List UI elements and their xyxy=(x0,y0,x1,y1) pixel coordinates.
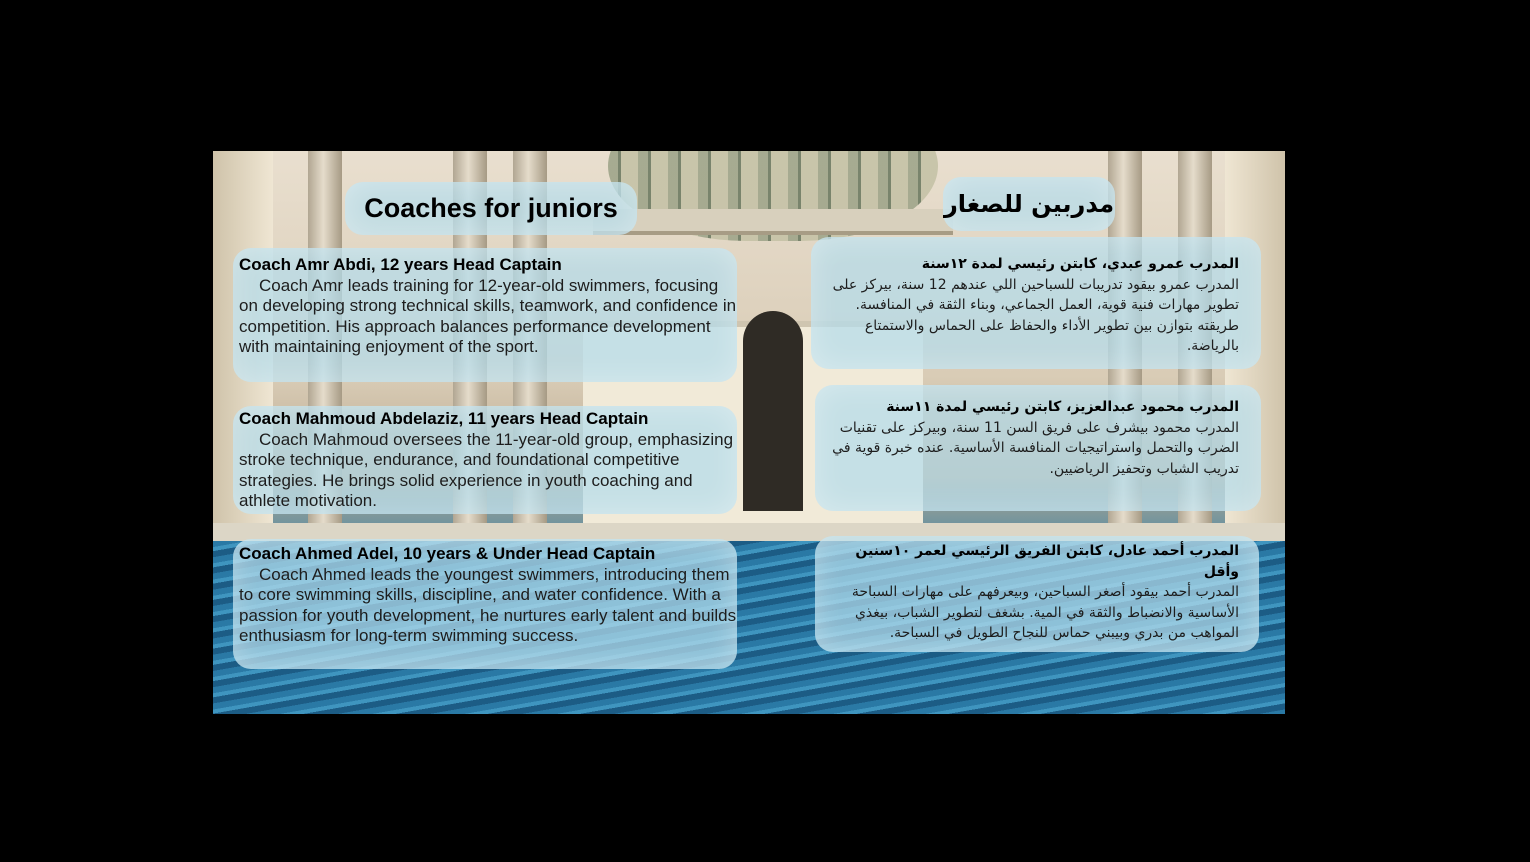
english-coach-entry-1 xyxy=(239,255,739,358)
english-coach-entry-2 xyxy=(239,409,739,512)
coach-description: Coach Amr leads training for 12-year-old swimmers, focusing on developing strong technical skills, teamwork, and confidence in competition. His approach balances performance development with maintaining enjoyment of the sport. xyxy=(239,275,737,356)
coach-heading: المدرب أحمد عادل، كابتن الفريق الرئيسي لعمر ١٠سنين وأقل xyxy=(855,543,1239,580)
coach-description: Coach Mahmoud oversees the 11-year-old group, emphasizing stroke technique, endurance, and foundational competitive strategies. He brings solid experience in youth coaching and athlete motivation. xyxy=(239,429,734,510)
coach-heading: Coach Amr Abdi, 12 years Head Captain xyxy=(239,255,562,274)
arabic-coach-entry-3 xyxy=(821,541,1239,644)
arabic-coach-entry-1 xyxy=(821,254,1239,357)
coach-heading: Coach Ahmed Adel, 10 years & Under Head Captain xyxy=(239,544,656,563)
coach-heading: المدرب محمود عبدالعزيز، كابتن رئيسي لمدة ١١سنة xyxy=(886,399,1239,415)
coach-description: المدرب محمود بيشرف على فريق السن 11 سنة، وبيركز على تقنيات الضرب والتحمل واستراتيجيات المنافسة الأساسية. عنده خبرة قوية في تدريب الشباب وتحفيز الرياضيين. xyxy=(832,419,1239,477)
coach-description: المدرب عمرو بيقود تدريبات للسباحين اللي عندهم 12 سنة، بيركز على تطوير مهارات فنية قوية، العمل الجماعي، وبناء الثقة في المنافسة. طريقته بتوازن بين تطوير الأداء والحفاظ على الحماس والاستمتاع بالرياضة. xyxy=(832,276,1239,354)
back-arch xyxy=(743,311,803,511)
arabic-coach-entry-2 xyxy=(821,397,1239,479)
coach-heading: Coach Mahmoud Abdelaziz, 11 years Head Captain xyxy=(239,409,649,428)
coach-heading: المدرب عمرو عبدي، كابتن رئيسي لمدة ١٢سنة xyxy=(921,256,1239,272)
arabic-title: مدربين للصغار xyxy=(943,190,1115,218)
english-coach-entry-3 xyxy=(239,544,739,647)
english-title-panel xyxy=(345,182,637,235)
coach-description: المدرب أحمد بيقود أصغر السباحين، وبيعرفهم على مهارات السباحة الأساسية والانضباط والثقة في المية. بشغف لتطوير الشباب، بيغذي المواهب من بدري وبيبني حماس للنجاح الطويل في السباحة. xyxy=(851,584,1239,641)
dome-rim xyxy=(593,209,953,235)
english-title: Coaches for juniors xyxy=(364,193,618,223)
arabic-title-panel xyxy=(943,177,1115,231)
slide xyxy=(213,151,1285,714)
coach-description: Coach Ahmed leads the youngest swimmers, introducing them to core swimming skills, discipline, and water confidence. With a passion for youth development, he nurtures early talent and builds enthusiasm for long-term swimming success. xyxy=(239,564,737,645)
